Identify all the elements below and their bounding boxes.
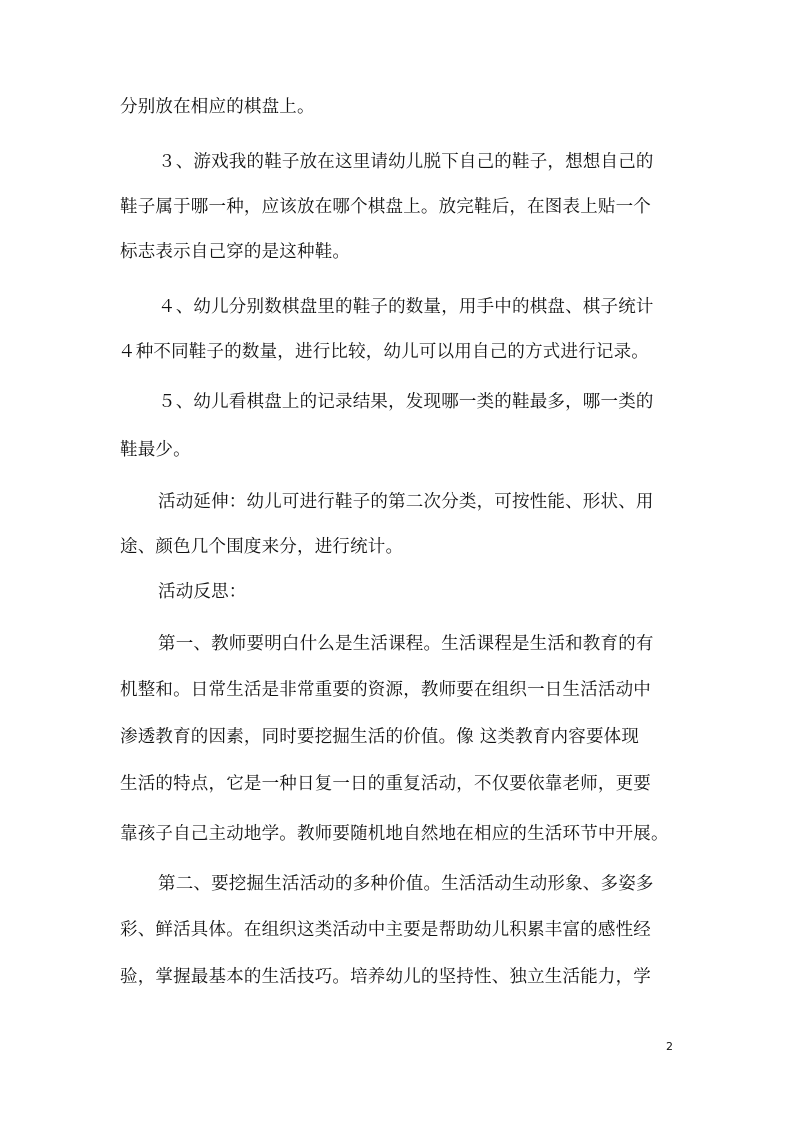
text-line: 渗透教育的因素，同时要挖掘生活的价值。像 这类教育内容要体现 — [120, 727, 640, 747]
text-line: 第一、教师要明白什么是生活课程。生活课程是生活和教育的有 — [158, 634, 654, 654]
text-line: 机整和。日常生活是非常重要的资源，教师要在组织一日生活活动中 — [120, 680, 651, 700]
text-line: ３、游戏我的鞋子放在这里请幼儿脱下自己的鞋子，想想自己的 — [158, 152, 654, 172]
text-line: 途、颜色几个围度来分，进行统计。 — [120, 537, 404, 557]
text-line: 鞋子属于哪一种，应该放在哪个棋盘上。放完鞋后，在图表上贴一个 — [120, 197, 651, 217]
text-line: ４种不同鞋子的数量，进行比较，幼儿可以用自己的方式进行记录。 — [118, 342, 649, 362]
text-line: ４、幼儿分别数棋盘里的鞋子的数量，用手中的棋盘、棋子统计 — [158, 297, 654, 317]
text-line: 第二、要挖掘生活活动的多种价值。生活活动生动形象、多姿多 — [158, 874, 654, 894]
text-line: 活动反思： — [158, 582, 247, 602]
text-line: 鞋最少。 — [120, 440, 191, 460]
text-line: 验，掌握最基本的生活技巧。培养幼儿的坚持性、独立生活能力，学 — [120, 967, 651, 987]
page-number: 2 — [666, 1040, 673, 1053]
text-line: 生活的特点，它是一种日复一日的重复活动，不仅要依靠老师，更要 — [120, 774, 651, 794]
text-line: 彩、鲜活具体。在组织这类活动中主要是帮助幼儿积累丰富的感性经 — [120, 920, 651, 940]
text-line: 标志表示自己穿的是这种鞋。 — [120, 242, 351, 262]
text-line: 活动延伸：幼儿可进行鞋子的第二次分类，可按性能、形状、用 — [158, 492, 654, 512]
text-line: 分别放在相应的棋盘上。 — [120, 97, 315, 117]
text-line: ５、幼儿看棋盘上的记录结果，发现哪一类的鞋最多，哪一类的 — [158, 392, 654, 412]
text-line: 靠孩子自己主动地学。教师要随机地自然地在相应的生活环节中开展。 — [120, 824, 669, 844]
